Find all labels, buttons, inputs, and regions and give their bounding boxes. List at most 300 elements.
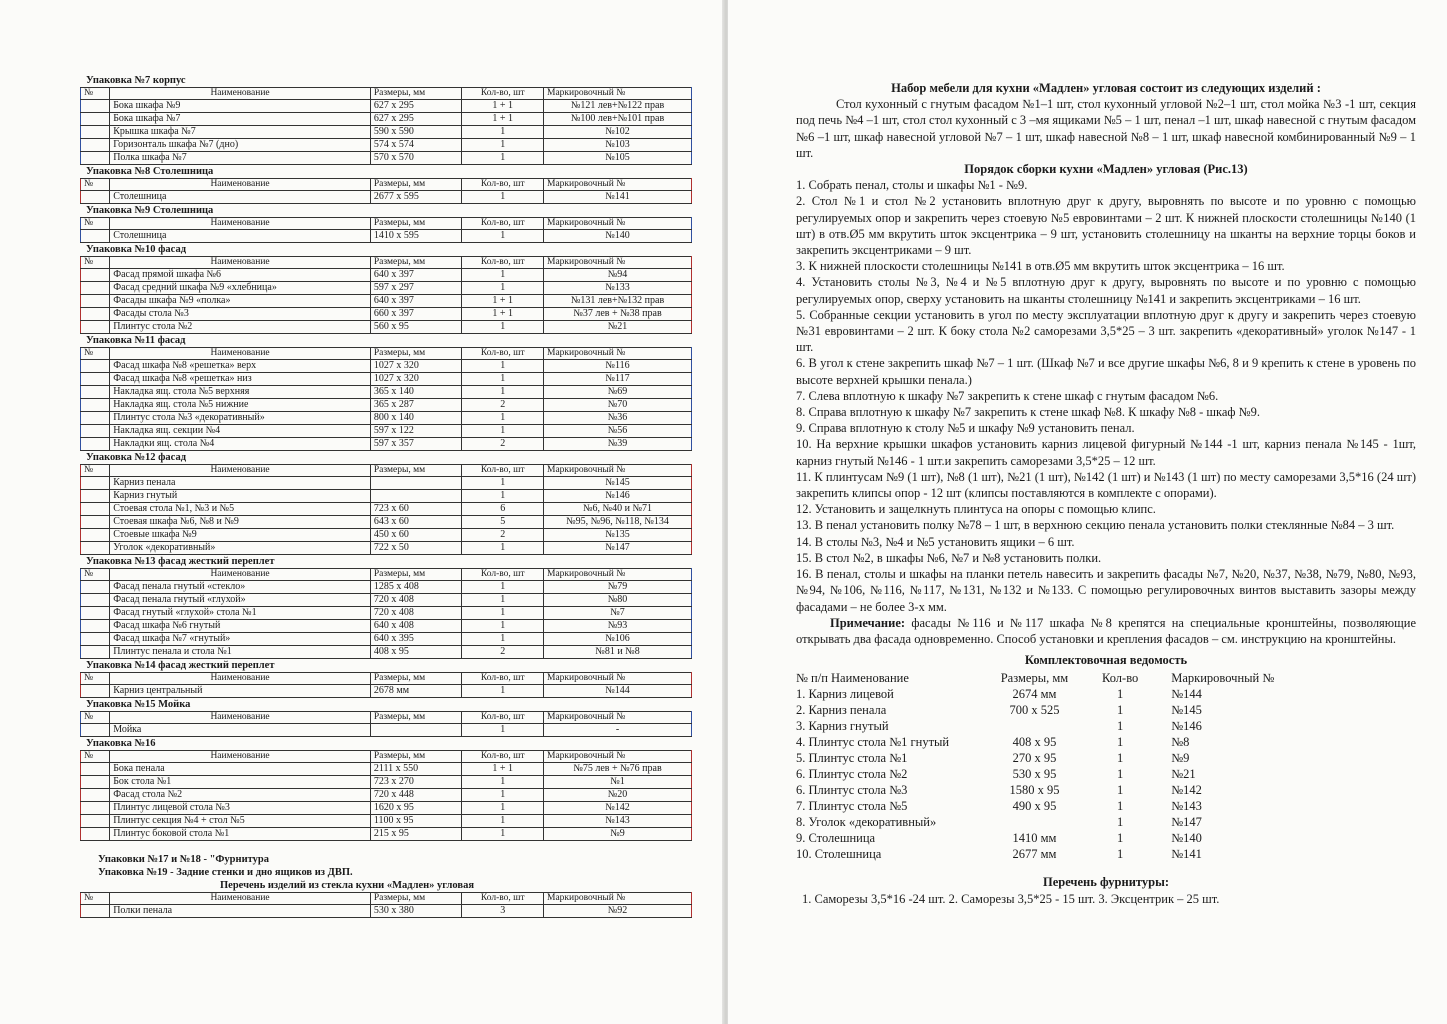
header-cell: Наименование bbox=[110, 893, 371, 905]
table-cell: Фасад шкафа №8 «решетка» верх bbox=[110, 360, 371, 373]
header-cell: № bbox=[81, 88, 110, 100]
assembly-step: 2. Стол №1 и стол №2 установить вплотную друг к другу, выровнять по высоте и по уровню с помощью регулируемых опор и закрепить через стоевую №5 евровинтами – 2 шт. К нижней плоскости столешницы №140 (1 шт) в отв.Ø5 мм вкрутить шток эксцентрика – 9 шт, установить столешницу на шканты на верхние торцы боков и закрепить эксцентриками – 9 шт. bbox=[796, 194, 1416, 258]
table-cell: №95, №96, №118, №134 bbox=[544, 516, 692, 529]
table-cell bbox=[81, 425, 110, 438]
pack-table bbox=[80, 464, 692, 555]
table-cell: 1 bbox=[462, 269, 544, 282]
table-cell: 2 bbox=[462, 529, 544, 542]
header-cell: Маркировочный № bbox=[544, 88, 692, 100]
kit-cell: №21 bbox=[1171, 767, 1196, 782]
table-cell: Плинтус пенала и стола №1 bbox=[110, 646, 371, 659]
table-row bbox=[81, 828, 692, 841]
table-cell: №142 bbox=[544, 802, 692, 815]
table-row bbox=[81, 191, 692, 204]
header-cell: Кол-во, шт bbox=[462, 712, 544, 724]
table-cell: Карниз центральный bbox=[110, 685, 371, 698]
table-row bbox=[81, 399, 692, 412]
table-cell: 720 x 408 bbox=[370, 594, 462, 607]
assembly-step: 10. На верхние крышки шкафов установить карниз лицевой фигурный №144 -1 шт, карниз пенала №145 - 1шт, карниз гнутый №146 - 1 шт.и закрепить саморезами 3,5*25 – 12 шт. bbox=[796, 437, 1416, 468]
kit-cell: 7. Плинтус стола №5 bbox=[796, 799, 908, 814]
pack-title: Упаковка №10 фасад bbox=[86, 244, 187, 255]
kit-cell: 10. Столешница bbox=[796, 847, 882, 862]
table-cell: 560 x 95 bbox=[370, 321, 462, 334]
kit-row bbox=[796, 846, 1316, 862]
table-cell: Фасад пенала гнутый «стекло» bbox=[110, 581, 371, 594]
kit-cell: 1 bbox=[1117, 719, 1124, 734]
table-cell: 1 + 1 bbox=[462, 100, 544, 113]
table-header-row bbox=[81, 465, 692, 477]
table-cell: 590 x 590 bbox=[370, 126, 462, 139]
table-cell: №102 bbox=[544, 126, 692, 139]
table-cell: 1 bbox=[462, 633, 544, 646]
table-cell: 2678 мм bbox=[370, 685, 462, 698]
kit-cell bbox=[982, 814, 1087, 830]
table-cell: 1 + 1 bbox=[462, 113, 544, 126]
table-cell: 408 x 95 bbox=[370, 646, 462, 659]
table-cell bbox=[81, 191, 110, 204]
table-cell bbox=[81, 763, 110, 776]
table-cell: 1 bbox=[462, 607, 544, 620]
table-cell: №94 bbox=[544, 269, 692, 282]
pack-title: Упаковка №16 bbox=[86, 738, 156, 749]
kit-header-cell: Размеры, мм bbox=[1000, 671, 1069, 686]
table-row bbox=[81, 620, 692, 633]
header-cell: Кол-во, шт bbox=[462, 893, 544, 905]
table-cell bbox=[81, 308, 110, 321]
table-cell bbox=[81, 594, 110, 607]
header-cell: № bbox=[81, 218, 110, 230]
table-cell: №121 лев+№122 прав bbox=[544, 100, 692, 113]
table-cell: 1 bbox=[462, 139, 544, 152]
table-cell: 640 x 397 bbox=[370, 295, 462, 308]
table-cell: 2111 x 550 bbox=[370, 763, 462, 776]
header-cell: Размеры, мм bbox=[370, 893, 462, 905]
kit-cell: №147 bbox=[1171, 815, 1202, 830]
glass-list-title: Перечень изделий из стекла кухни «Мадлен» угловая bbox=[220, 880, 475, 891]
table-cell: №81 и №8 bbox=[544, 646, 692, 659]
kit-cell: 5. Плинтус стола №1 bbox=[796, 751, 908, 766]
table-row bbox=[81, 152, 692, 165]
kit-row bbox=[796, 718, 1316, 734]
table-header-row bbox=[81, 88, 692, 100]
kit-cell: №141 bbox=[1171, 847, 1202, 862]
pack-table bbox=[80, 256, 692, 334]
table-cell: №20 bbox=[544, 789, 692, 802]
table-cell bbox=[81, 685, 110, 698]
pack-table bbox=[80, 217, 692, 243]
assembly-step: 14. В столы №3, №4 и №5 установить ящики – 6 шт. bbox=[796, 534, 1075, 549]
header-cell: Наименование bbox=[110, 179, 371, 191]
assembly-instructions bbox=[796, 80, 1416, 907]
kit-row bbox=[796, 830, 1316, 846]
pack-title: Упаковка №11 фасад bbox=[86, 335, 186, 346]
pack-table bbox=[80, 892, 692, 918]
table-cell: 1 + 1 bbox=[462, 295, 544, 308]
table-cell: Столешница bbox=[110, 230, 371, 243]
table-row bbox=[81, 542, 692, 555]
kit-cell: 490 x 95 bbox=[1012, 799, 1057, 814]
kit-row bbox=[796, 814, 1316, 830]
header-cell: Размеры, мм bbox=[370, 712, 462, 724]
table-row bbox=[81, 438, 692, 451]
table-row bbox=[81, 295, 692, 308]
table-row bbox=[81, 373, 692, 386]
table-cell: №1 bbox=[544, 776, 692, 789]
table-cell: №116 bbox=[544, 360, 692, 373]
table-cell bbox=[81, 542, 110, 555]
kit-cell: №9 bbox=[1171, 751, 1190, 766]
table-cell bbox=[81, 724, 110, 737]
table-cell bbox=[81, 399, 110, 412]
header-cell: Маркировочный № bbox=[544, 465, 692, 477]
table-header-row bbox=[81, 257, 692, 269]
header-cell: Наименование bbox=[110, 257, 371, 269]
table-cell: №103 bbox=[544, 139, 692, 152]
table-cell: Крышка шкафа №7 bbox=[110, 126, 371, 139]
kit-cell: 1 bbox=[1117, 703, 1124, 718]
kit-row bbox=[796, 750, 1316, 766]
table-cell: 365 x 140 bbox=[370, 386, 462, 399]
pack-note: Упаковка №19 - Задние стенки и дно ящиков из ДВП. bbox=[98, 867, 353, 878]
table-cell: Карниз гнутый bbox=[110, 490, 371, 503]
table-cell: Стоевые шкафа №9 bbox=[110, 529, 371, 542]
table-cell: №147 bbox=[544, 542, 692, 555]
table-row bbox=[81, 113, 692, 126]
table-cell: 1 bbox=[462, 282, 544, 295]
table-cell: 1 bbox=[462, 386, 544, 399]
kit-cell: №146 bbox=[1171, 719, 1202, 734]
note-label: Примечание: bbox=[830, 615, 906, 630]
table-cell bbox=[81, 139, 110, 152]
table-cell: Фасады стола №3 bbox=[110, 308, 371, 321]
table-cell: 1027 x 320 bbox=[370, 360, 462, 373]
table-cell: 640 x 408 bbox=[370, 620, 462, 633]
kit-cell: 2. Карниз пенала bbox=[796, 703, 887, 718]
table-cell: Горизонталь шкафа №7 (дно) bbox=[110, 139, 371, 152]
kit-cell: №142 bbox=[1171, 783, 1202, 798]
table-cell: №135 bbox=[544, 529, 692, 542]
table-cell: 1 bbox=[462, 620, 544, 633]
header-cell: Маркировочный № bbox=[544, 712, 692, 724]
pack-title: Упаковка №15 Мойка bbox=[86, 699, 191, 710]
table-cell: Плинтус боковой стола №1 bbox=[110, 828, 371, 841]
table-cell: 6 bbox=[462, 503, 544, 516]
header-cell: Наименование bbox=[110, 673, 371, 685]
table-cell: №75 лев + №76 прав bbox=[544, 763, 692, 776]
header-cell: Кол-во, шт bbox=[462, 751, 544, 763]
table-cell: №37 лев + №38 прав bbox=[544, 308, 692, 321]
pack-table bbox=[80, 672, 692, 698]
table-cell bbox=[81, 113, 110, 126]
pack-title: Упаковка №7 корпус bbox=[86, 75, 186, 86]
table-cell: №146 bbox=[544, 490, 692, 503]
table-cell: 1285 x 408 bbox=[370, 581, 462, 594]
table-cell: 1 bbox=[462, 490, 544, 503]
table-cell bbox=[81, 152, 110, 165]
table-cell bbox=[81, 100, 110, 113]
kit-row bbox=[796, 782, 1316, 798]
pack-title: Упаковка №12 фасад bbox=[86, 452, 187, 463]
table-cell: №69 bbox=[544, 386, 692, 399]
table-cell: Бока шкафа №9 bbox=[110, 100, 371, 113]
table-row bbox=[81, 815, 692, 828]
note bbox=[796, 615, 1416, 647]
header-cell: № bbox=[81, 179, 110, 191]
header-cell: № bbox=[81, 465, 110, 477]
table-cell: 800 x 140 bbox=[370, 412, 462, 425]
kit-row bbox=[796, 766, 1316, 782]
assembly-title: Порядок сборки кухни «Мадлен» угловая (Рис.13) bbox=[964, 162, 1248, 177]
table-row bbox=[81, 139, 692, 152]
table-cell bbox=[81, 828, 110, 841]
kit-cell: 530 x 95 bbox=[1012, 767, 1057, 782]
table-cell: №133 bbox=[544, 282, 692, 295]
table-cell: Плинтус стола №2 bbox=[110, 321, 371, 334]
table-row bbox=[81, 282, 692, 295]
furniture-list: 1. Саморезы 3,5*16 -24 шт. 2. Саморезы 3,5*25 - 15 шт. 3. Эксцентрик – 25 шт. bbox=[802, 891, 1220, 906]
table-row bbox=[81, 646, 692, 659]
table-cell: Плинтус секция №4 + стол №5 bbox=[110, 815, 371, 828]
kit-row bbox=[796, 702, 1316, 718]
table-cell: 723 x 270 bbox=[370, 776, 462, 789]
table-row bbox=[81, 477, 692, 490]
table-cell bbox=[81, 295, 110, 308]
table-cell: Полка шкафа №7 bbox=[110, 152, 371, 165]
table-row bbox=[81, 763, 692, 776]
table-cell: 720 x 408 bbox=[370, 607, 462, 620]
table-cell: №92 bbox=[544, 905, 692, 918]
table-cell: 450 x 60 bbox=[370, 529, 462, 542]
table-row bbox=[81, 230, 692, 243]
table-cell: №131 лев+№132 прав bbox=[544, 295, 692, 308]
table-cell bbox=[81, 386, 110, 399]
kit-cell: №140 bbox=[1171, 831, 1202, 846]
table-cell: №36 bbox=[544, 412, 692, 425]
assembly-step: 9. Справа вплотную к столу №5 и шкафу №9 установить пенал. bbox=[796, 421, 1135, 436]
table-cell: 1 bbox=[462, 815, 544, 828]
table-cell: Фасад шкафа №7 «гнутый» bbox=[110, 633, 371, 646]
header-cell: Размеры, мм bbox=[370, 179, 462, 191]
assembly-step: 12. Установить и защелкнуть плинтуса на опоры с помощью клипс. bbox=[796, 502, 1156, 517]
assembly-step: 3. К нижней плоскости столешницы №141 в отв.Ø5 мм вкрутить шток эксцентрика – 16 шт. bbox=[796, 259, 1285, 274]
kit-cell: 1 bbox=[1117, 799, 1124, 814]
table-cell: Накладка ящ. стола №5 верхняя bbox=[110, 386, 371, 399]
pack-title: Упаковка №8 Столешница bbox=[86, 166, 214, 177]
pack-table bbox=[80, 568, 692, 659]
table-row bbox=[81, 633, 692, 646]
table-cell: Стоевая стола №1, №3 и №5 bbox=[110, 503, 371, 516]
table-cell bbox=[81, 490, 110, 503]
table-cell: №79 bbox=[544, 581, 692, 594]
table-cell bbox=[81, 230, 110, 243]
table-row bbox=[81, 321, 692, 334]
table-cell: 1 bbox=[462, 477, 544, 490]
table-header-row bbox=[81, 348, 692, 360]
header-cell: Кол-во, шт bbox=[462, 465, 544, 477]
table-header-row bbox=[81, 893, 692, 905]
pack-title: Упаковка №13 фасад жесткий переплет bbox=[86, 556, 275, 567]
table-cell: 1 bbox=[462, 425, 544, 438]
header-cell: Кол-во, шт bbox=[462, 569, 544, 581]
table-cell: №7 bbox=[544, 607, 692, 620]
table-cell: 1 bbox=[462, 828, 544, 841]
table-cell: 365 x 287 bbox=[370, 399, 462, 412]
table-cell: 1 + 1 bbox=[462, 763, 544, 776]
table-cell: №105 bbox=[544, 152, 692, 165]
header-cell: Размеры, мм bbox=[370, 673, 462, 685]
table-row bbox=[81, 490, 692, 503]
table-cell: 1 bbox=[462, 152, 544, 165]
table-cell: Стоевая шкафа №6, №8 и №9 bbox=[110, 516, 371, 529]
header-cell: № bbox=[81, 348, 110, 360]
table-cell: №56 bbox=[544, 425, 692, 438]
table-cell: 1 bbox=[462, 126, 544, 139]
kit-row bbox=[796, 734, 1316, 750]
kit-cell: 1 bbox=[1117, 751, 1124, 766]
table-cell: 660 x 397 bbox=[370, 308, 462, 321]
header-cell: Размеры, мм bbox=[370, 751, 462, 763]
pack-table bbox=[80, 750, 692, 841]
table-cell: 1 bbox=[462, 789, 544, 802]
pack-note: Упаковки №17 и №18 - "Фурнитура bbox=[98, 854, 269, 865]
table-cell bbox=[81, 633, 110, 646]
kit-list-title: Комплектовочная ведомость bbox=[1024, 653, 1188, 668]
kit-cell: 2674 мм bbox=[1012, 687, 1057, 702]
header-cell: № bbox=[81, 257, 110, 269]
header-cell: Размеры, мм bbox=[370, 569, 462, 581]
kit-cell: 4. Плинтус стола №1 гнутый bbox=[796, 735, 950, 750]
kit-header-row bbox=[796, 670, 1316, 686]
header-cell: Наименование bbox=[110, 751, 371, 763]
table-cell: Фасад стола №2 bbox=[110, 789, 371, 802]
table-cell bbox=[370, 490, 462, 503]
table-row bbox=[81, 802, 692, 815]
header-cell: № bbox=[81, 751, 110, 763]
table-cell: 1620 x 95 bbox=[370, 802, 462, 815]
table-row bbox=[81, 905, 692, 918]
table-cell: Фасад прямой шкафа №6 bbox=[110, 269, 371, 282]
kit-cell: 270 x 95 bbox=[1012, 751, 1057, 766]
table-cell bbox=[81, 516, 110, 529]
kit-cell: 408 x 95 bbox=[1012, 735, 1057, 750]
kit-cell: 8. Уголок «декоративный» bbox=[796, 815, 937, 830]
table-cell: №145 bbox=[544, 477, 692, 490]
kit-cell: №143 bbox=[1171, 799, 1202, 814]
table-row bbox=[81, 100, 692, 113]
table-header-row bbox=[81, 751, 692, 763]
table-cell: Полки пенала bbox=[110, 905, 371, 918]
table-header-row bbox=[81, 218, 692, 230]
kit-cell: 1. Карниз лицевой bbox=[796, 687, 894, 702]
table-cell: 2 bbox=[462, 438, 544, 451]
assembly-step: 15. В стол №2, в шкафы №6, №7 и №8 установить полки. bbox=[796, 550, 1102, 565]
header-cell: Кол-во, шт bbox=[462, 348, 544, 360]
header-cell: Размеры, мм bbox=[370, 348, 462, 360]
header-cell: Наименование bbox=[110, 88, 371, 100]
header-cell: Кол-во, шт bbox=[462, 673, 544, 685]
header-cell: Маркировочный № bbox=[544, 673, 692, 685]
table-cell: №140 bbox=[544, 230, 692, 243]
kit-cell: 1580 x 95 bbox=[1009, 783, 1060, 798]
kit-cell: №144 bbox=[1171, 687, 1202, 702]
assembly-step: 16. В пенал, столы и шкафы на планки петель навесить и закрепить фасады №7, №20, №37, №38, №79, №80, №93, №94, №106, №116, №117, №131, №132 и №133. С помощью регулировочных винтов выставить зазоры между фасадами – не более 3-х мм. bbox=[796, 567, 1416, 614]
table-cell: №6, №40 и №71 bbox=[544, 503, 692, 516]
header-cell: Кол-во, шт bbox=[462, 88, 544, 100]
kit-cell: 1 bbox=[1117, 831, 1124, 846]
kit-cell: 6. Плинтус стола №2 bbox=[796, 767, 908, 782]
table-cell bbox=[81, 282, 110, 295]
header-cell: Размеры, мм bbox=[370, 88, 462, 100]
table-cell: 640 x 395 bbox=[370, 633, 462, 646]
table-cell bbox=[81, 529, 110, 542]
table-cell: 1027 x 320 bbox=[370, 373, 462, 386]
table-cell: 1 bbox=[462, 581, 544, 594]
table-cell: №9 bbox=[544, 828, 692, 841]
header-cell: Маркировочный № bbox=[544, 893, 692, 905]
table-cell: 2677 x 595 bbox=[370, 191, 462, 204]
header-cell: Маркировочный № bbox=[544, 569, 692, 581]
spacer bbox=[80, 841, 700, 853]
assembly-step: 7. Слева вплотную к шкафу №7 закрепить к стене шкаф с гнутым фасадом №6. bbox=[796, 388, 1219, 403]
table-cell: Фасад средний шкафа №9 «хлебница» bbox=[110, 282, 371, 295]
table-cell: 5 bbox=[462, 516, 544, 529]
table-cell: №100 лев+№101 прав bbox=[544, 113, 692, 126]
table-cell: 1 bbox=[462, 802, 544, 815]
table-cell: 643 x 60 bbox=[370, 516, 462, 529]
table-cell: 1 bbox=[462, 412, 544, 425]
header-cell: Наименование bbox=[110, 712, 371, 724]
table-cell bbox=[81, 360, 110, 373]
table-cell bbox=[81, 321, 110, 334]
header-cell: Маркировочный № bbox=[544, 751, 692, 763]
table-cell: Уголок «декоративный» bbox=[110, 542, 371, 555]
table-cell bbox=[81, 776, 110, 789]
table-row bbox=[81, 386, 692, 399]
table-cell: 627 x 295 bbox=[370, 113, 462, 126]
assembly-step: 1. Собрать пенал, столы и шкафы №1 - №9. bbox=[796, 178, 1028, 193]
table-cell: Плинтус стола №3 «декоративный» bbox=[110, 412, 371, 425]
kit-header-cell: Кол-во bbox=[1102, 671, 1139, 686]
header-cell: Наименование bbox=[110, 348, 371, 360]
kit-cell: 1 bbox=[1117, 783, 1124, 798]
header-cell: № bbox=[81, 569, 110, 581]
kit-cell: №8 bbox=[1171, 735, 1190, 750]
kit-cell: 1 bbox=[1117, 767, 1124, 782]
header-cell: Кол-во, шт bbox=[462, 218, 544, 230]
header-cell: № bbox=[81, 893, 110, 905]
table-cell bbox=[370, 477, 462, 490]
table-cell: Мойка bbox=[110, 724, 371, 737]
table-row bbox=[81, 724, 692, 737]
table-cell bbox=[81, 126, 110, 139]
table-cell bbox=[81, 789, 110, 802]
table-cell bbox=[81, 815, 110, 828]
table-cell: 574 x 574 bbox=[370, 139, 462, 152]
kit-cell: 2677 мм bbox=[1012, 847, 1057, 862]
table-row bbox=[81, 581, 692, 594]
header-cell: Наименование bbox=[110, 465, 371, 477]
table-cell: №143 bbox=[544, 815, 692, 828]
table-cell: Фасады шкафа №9 «полка» bbox=[110, 295, 371, 308]
table-row bbox=[81, 503, 692, 516]
table-cell: 1 bbox=[462, 542, 544, 555]
kit-cell: 9. Столешница bbox=[796, 831, 876, 846]
assembly-step: 5. Собранные секции установить в угол по месту эксплуатации вплотную друг к другу и закрепить через стоевую №31 евровинтами – 2 шт. К боку стола №2 саморезами 3,5*25 – 3 шт. закрепить «декоративный» уголок №147 - 1 шт. bbox=[796, 307, 1416, 355]
set-title: Набор мебели для кухни «Мадлен» угловая состоит из следующих изделий : bbox=[891, 81, 1321, 95]
furniture-title: Перечень фурнитуры: bbox=[1042, 875, 1170, 890]
table-header-row bbox=[81, 179, 692, 191]
table-cell: 1100 x 95 bbox=[370, 815, 462, 828]
